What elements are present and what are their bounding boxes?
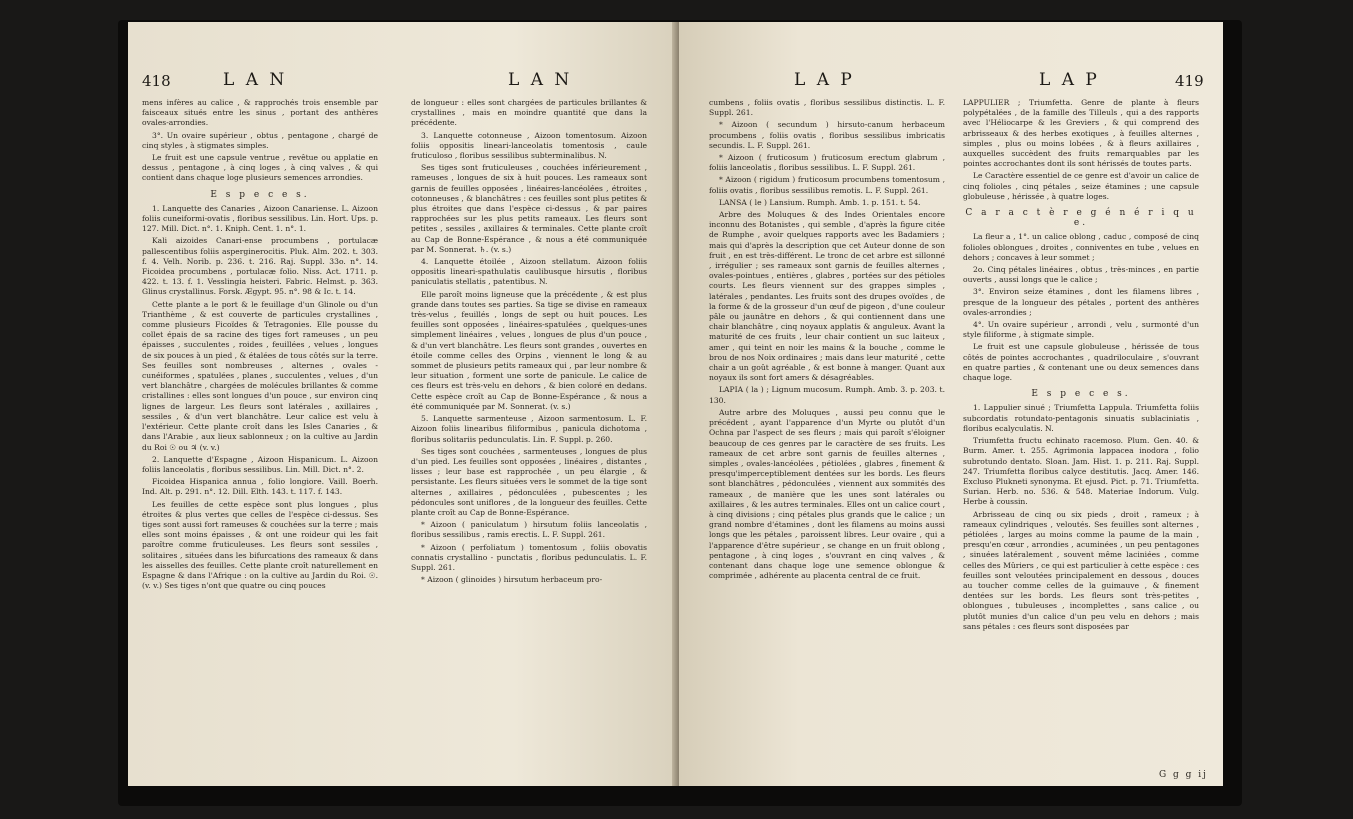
paragraph: Arbrisseau de cinq ou six pieds , droit , rameux ; à rameaux cylindriques , veloutés. Ses feuilles sont alternes , pétiolées , larges au moins comme la paume de la main , presqu'en cœur , arrondies , acuminées , un peu pentagones , sinuées latéralement , souvent même laciniées , comme celles des Mûriers , ce qui est particulier à cette espèce : ces feuilles sont veloutées principalement en dessous , douces au toucher comme celles de la guimauve , & finement dentées sur les bords. Les fleurs sont très-petites , oblongues , tubuleuses , incomplettes , sans calice , ou plutôt munies d'un calice d'un peu velu en dehors ; mais sans pétales : ces fleurs sont disposées par: [963, 509, 1199, 631]
paragraph: Arbre des Moluques & des Indes Orientales encore inconnu des Botanistes , qui semble , d'après la figure citée de Rumphe , avoir quelques rapports avec les Badamiers ; mais qui d'après la description que cet Auteur donne de son fruit , en est très-différent. Le tronc de cet arbre est sillonné , irrégulier ; ses rameaux sont garnis de feuilles alternes , ovales-pointues , entières , glabres , portées sur des pétioles courts. Les fleurs viennent sur des grappes simples , latérales , pendantes. Les fruits sont des drupes ovoïdes , de la forme & de la grosseur d'un œuf de pigeon , d'une couleur pâle ou jaunâtre en dehors , & qui contiennent dans une chair blanchâtre , cinq noyaux applatis & anguleux. Avant la maturité de ces fruits , leur chair contient un suc laiteux , amer , qui teint en noir les mains & la bouche , comme le brou de nos Noix ordinaires ; mais dans leur maturité , cette chair a un goût agréable , & est bonne à manger. Quant aux noyaux ils sont fort amers & désagréables.: [709, 210, 945, 383]
species-entry: 1. Lanquette des Canaries , Aizoon Canariense. L. Aizoon foliis cuneiformi-ovatis , floribus sessilibus. Lin. Hort. Ups. p. 127. Mill. Dict. n°. 1. Kniph. Cent. 1. n°. 1.: [142, 203, 378, 234]
species-entry: * Aizoon ( paniculatum ) hirsutum foliis lanceolatis , floribus sessilibus , ramis erectis. L. F. Suppl. 261.: [411, 520, 647, 540]
left-running-head: L A N: [223, 70, 288, 90]
paragraph: Le fruit est une capsule ventrue , revêtue ou applatie en dessus , pentagone , à cinq loges , à cinq valves , & qui contient dans chaque loge plusieurs semences arrondies.: [142, 153, 378, 183]
species-entry: * Aizoon ( perfoliatum ) tomentosum , foliis obovatis connatis crystallino - punctatis , floribus pedunculatis. L. F. Suppl. 261.: [411, 542, 647, 572]
species-entry: * Aizoon ( fruticosum ) fruticosum erectum glabrum , foliis lanceolatis , floribus sessilibus. L. F. Suppl. 261.: [709, 153, 945, 173]
left-column-1: [142, 98, 378, 786]
paragraph: mens infères au calice , & rapprochés trois ensemble par faisceaux situés entre les sinus , portant des anthères ovales-arrondies.: [142, 98, 378, 128]
paragraph: Autre arbre des Moluques , aussi peu connu que le précédent , ayant l'apparence d'un Myrte ou plutôt d'un Ochna par l'aspect de ses fleurs ; mais qui paroît s'éloigner beaucoup de ces genres par le caractère de ses fruits. Les rameaux de cet arbre sont garnis de feuilles alternes , simples , ovales-lancéolées , pétiolées , glabres , finement & presqu'imperceptiblement dentées sur les bords. Les fleurs sont blanchâtres , pédonculées , viennent aux sommités des rameaux , de manière que les unes sont latérales ou axillaires , & les autres terminales. Elles ont un calice court , à cinq divisions ; cinq pétales plus grands que le calice ; un grand nombre d'étamines , dont les filamens au moins aussi longs que les pétales , paroissent libres. Leur ovaire , qui a l'apparence d'être supérieur , se change en un fruit oblong , pentagone , à cinq loges , s'ouvrant en cinq valves , & contenant dans chaque loge une semence oblongue & comprimée , adhérente au placenta central de ce fruit.: [709, 407, 945, 581]
paragraph: Ses tiges sont couchées , sarmenteuses , longues de plus d'un pied. Les feuilles sont opposées , linéaires , distantes , lisses ; leur base est rapprochée , un peu élargie , & persistante. Les fleurs situées vers le sommet de la tige sont alternes , axillaires , pédonculées , pubescentes ; les pédoncules sont uniflores , de la longueur des feuilles. Cette plante croît au Cap de Bonne-Espérance.: [411, 446, 647, 517]
paragraph: La fleur a , 1°. un calice oblong , caduc , composé de cinq folioles oblongues , droites , conniventes en tube , velues en dehors ; concaves à leur sommet ;: [963, 232, 1199, 262]
left-column-2: [411, 98, 647, 786]
right-col1-running-head: L A P: [794, 70, 855, 90]
paragraph: 4°. Un ovaire supérieur , arrondi , velu , surmonté d'un style filiforme , à stigmate simple.: [963, 320, 1199, 340]
paragraph: Le fruit est une capsule globuleuse , hérissée de tous côtés de pointes accrochantes , quadriloculaire , s'ouvrant en quatre parties , & contenant une ou deux semences dans chaque loge.: [963, 342, 1199, 383]
paragraph: Les feuilles de cette espèce sont plus longues , plus étroites & plus vertes que celles de l'espèce ci-dessus. Ses tiges sont aussi fort rameuses & couchées sur la terre ; mais elles sont moins épaisses , & ont une roideur qui les fait paroître comme fruticuleuses. Les fleurs sont sessiles , solitaires , situées dans les bifurcations des rameaux & dans les aisselles des feuilles. Cette plante croît naturellement en Espagne & dans l'Afrique : on la cultive au Jardin du Roi. ☉. (v. v.) Ses tiges n'ont que quatre ou cinq pouces: [142, 499, 378, 591]
paragraph: 3°. Environ seize étamines , dont les filamens libres , presque de la longueur des pétales , portent des anthères ovales-arrondies ;: [963, 287, 1199, 317]
right-page-number: 419: [1175, 72, 1204, 90]
species-entry: Ficoidea Hispanica annua , folio longiore. Vaill. Boerh. Ind. Alt. p. 291. n°. 12. Dill. Elth. 143. t. 117. f. 143.: [142, 477, 378, 497]
paragraph: Le Caractère essentiel de ce genre est d'avoir un calice de cinq folioles , cinq pétales , seize étamines ; une capsule globuleuse , hérissée , à quatre loges.: [963, 171, 1199, 201]
right-column-1: [709, 98, 945, 786]
species-entry: * Aizoon ( secundum ) hirsuto-canum herbaceum procumbens , foliis ovatis , floribus sessilibus imbricatis secundis. L. F. Suppl. 261.: [709, 120, 945, 150]
paragraph: cumbens , foliis ovatis , floribus sessilibus distinctis. L. F. Suppl. 261.: [709, 98, 945, 118]
right-running-head: L A P: [1039, 70, 1100, 90]
left-col2-running-head: L A N: [508, 70, 573, 90]
right-page: [679, 22, 1223, 786]
entry-heading: LAPPULIER ; Triumfetta. Genre de plante à fleurs polypétalées , de la famille des Tilleuls , qui a des rapports avec l'Héliocarpe & les Greviers , & qui comprend des arbrisseaux & des herbes exotiques , à feuilles alternes , simples , plus ou moins lobées , & à fleurs axillaires , auxquelles succèdent des fruits remarquables par les pointes accrochantes dont ils sont hérissés de toutes parts.: [963, 98, 1199, 169]
paragraph: Ses tiges sont fruticuleuses , couchées inférieurement , rameuses , longues de six à huit pouces. Les rameaux sont garnis de feuilles opposées , linéaires-lancéolées , étroites , cotonneuses , & blanchâtres : ces feuilles sont plus petites & plus étroites que dans l'espèce ci-dessus , & par paires rapprochées sur les plus petits rameaux. Les fleurs sont petites , sessiles , axillaires & terminales. Cette plante croît au Cap de Bonne-Espérance , & nous a été communiquée par M. Sonnerat. ♄. (v. s.): [411, 163, 647, 254]
paragraph: de longueur : elles sont chargées de particules brillantes & crystallines , mais en moindre quantité que dans la précédente.: [411, 98, 647, 128]
left-page-number: 418: [142, 72, 171, 90]
species-entry: 5. Lanquette sarmenteuse , Aizoon sarmentosum. L. F. Aizoon foliis linearibus filiformibus , panicula dichotoma , floribus solitariis pedunculatis. Lin. F. Suppl. p. 260.: [411, 414, 647, 444]
paragraph: 3°. Un ovaire supérieur , obtus , pentagone , chargé de cinq styles , à stigmates simples.: [142, 130, 378, 150]
right-column-2: [963, 98, 1199, 786]
paragraph: Cette plante a le port & le feuillage d'un Glinole ou d'un Trianthème , & est couverte de particules crystallines , comme plusieurs Ficoïdes & Tetragonies. Elle pousse du collet épais de sa racine des tiges fort rameuses , un peu épaisses , succulentes , roides , feuillées , velues , longues de six pouces à un pied , & étalées de tous côtés sur la terre. Ses feuilles sont nombreuses , alternes , ovales - cunéiformes , spatulées , planes , succulentes , velues , d'un vert blanchâtre , chargées de molécules brillantes & comme cristallines : elles sont longues d'un pouce , sur environ cinq lignes de largeur. Les fleurs sont latérales , axillaires , sessiles , & d'un vert blanchâtre. Leur calice est velu à l'extérieur. Cette plante croît dans les Isles Canaries , & dans l'Arabie , aux lieux sablonneux ; on la cultive au Jardin du Roi ☉ ou ♃ (v. v.): [142, 299, 378, 452]
section-heading: E s p e c e s.: [210, 189, 310, 200]
paragraph: 2o. Cinq pétales linéaires , obtus , très-minces , en partie ouverts , aussi longs que le calice ;: [963, 265, 1199, 285]
species-entry: 3. Lanquette cotonneuse , Aizoon tomentosum. Aizoon foliis oppositis lineari-lanceolatis tomentosis , caule fruticuloso , floribus sessilibus subterminalibus. N.: [411, 130, 647, 161]
species-entry: * Aizoon ( rigidum ) fruticosum procumbens tomentosum , foliis ovatis , floribus sessilibus remotis. L. F. Suppl. 261.: [709, 175, 945, 195]
species-entry: * Aizoon ( glinoides ) hirsutum herbaceum pro-: [421, 575, 603, 585]
species-entry: 4. Lanquette étoilée , Aizoon stellatum. Aizoon foliis oppositis lineari-spathulatis caulibusque hirsutis , floribus paniculatis stellatis , patentibus. N.: [411, 257, 647, 287]
signature-mark: G g g ij: [1159, 770, 1208, 780]
species-entry: Triumfetta fructu echinato racemoso. Plum. Gen. 40. & Burm. Amer. t. 255. Agrimonia lappacea inodora , folio subrotundo dentato. Sloan. Jam. Hist. 1. p. 211. Raj. Suppl. 247. Triumfetta floribus calyce destitutis. Jacq. Amer. 146. Excluso Plukneti synonyma. Et ejusd. Pict. p. 71. Triumfetta. Surian. Herb. no. 536. & 548. Materiae Indorum. Vulg. Herbe à coussin.: [963, 436, 1199, 507]
section-heading: C a r a c t è r e g é n é r i q u e.: [965, 208, 1197, 229]
entry-heading: LANSA ( le ) Lansium. Rumph. Amb. 1. p. 151. t. 54.: [719, 197, 921, 207]
entry-heading: LAPIA ( la ) ; Lignum mucosum. Rumph. Amb. 3. p. 203. t. 130.: [709, 385, 945, 405]
species-entry: 1. Lappulier sinué ; Triumfetta Lappula. Triumfetta foliis subcordatis rotundato-pentagonis sinuatis sublaciniatis , floribus ecalyculatis. N.: [963, 403, 1199, 433]
species-entry: Kali aizoides Canari-ense procumbens , portulacæ pallescentibus foliis asperginerocitis. Pluk. Alm. 202. t. 303. f. 4. Velh. Norib. p. 236. t. 216. Raj. Suppl. 33o. n°. 14. Ficoidea procumbens , portulacæ folio. Niss. Act. 1711. p. 422. t. 13. f. 1. Vesslingia heisteri. Fabric. Helmst. p. 363. Glinus crystallinus. Forsk. Ægypt. 95. n°. 98 & Ic. t. 14.: [142, 236, 378, 297]
section-heading: E s p e c e s.: [1031, 389, 1131, 400]
paragraph: Elle paroît moins ligneuse que la précédente , & est plus grande dans toutes ses parties. Sa tige se divise en rameaux très-velus , feuillés , longs de sept ou huit pouces. Les feuilles sont opposées , linéaires-spatulées , quelques-unes simplement linéaires , velues , longues de plus d'un pouce , & d'un vert blanchâtre. Les fleurs sont grandes , ouvertes en étoile comme celles des Orpins , viennent le long & au sommet de plusieurs petits rameaux qui , par leur nombre & leur situation , forment une sorte de panicule. Le calice de ces fleurs est très-velu en dehors , & bien coloré en dedans. Cette espèce croît au Cap de Bonne-Espérance , & nous a été communiquée par M. Sonnerat. (v. s.): [411, 289, 647, 411]
species-entry: 2. Lanquette d'Espagne , Aizoon Hispanicum. L. Aizoon foliis lanceolatis , floribus sessilibus. Lin. Mill. Dict. n°. 2.: [142, 454, 378, 474]
left-page: [128, 22, 678, 786]
